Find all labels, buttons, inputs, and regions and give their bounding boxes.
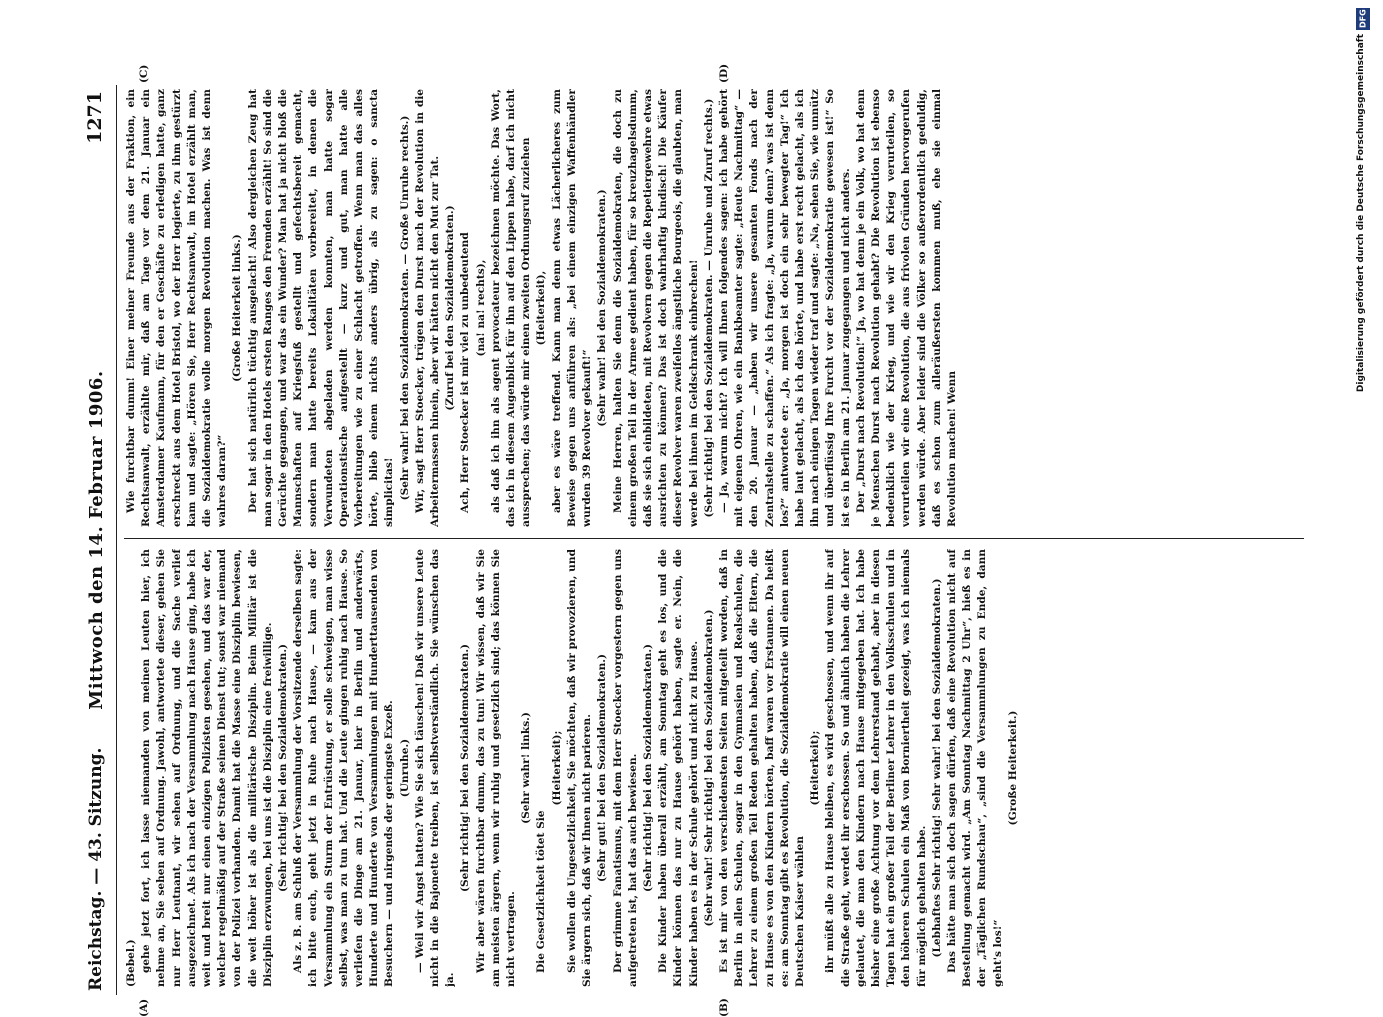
paragraph: (Sehr gut! bei den Sozialdemokraten.) (596, 654, 609, 883)
paragraph: (Unruhe.) (398, 738, 411, 798)
paragraph: Es ist mir von den verschiedensten Seiten mitgeteilt worden, daß in Berlin in allen Schulen, sogar in den Gymnasien und Realschulen, die Lehrer zu einem großen Teil Reden gehalten haben, daß die Eltern, die zu Hause es von den Kindern hörten, baff waren vor Erstaunen. Da heißt es: am Sonntag gibt es Revolution, die Sozialdemokratie will einen neuen Deutschen Kaiser wählen (717, 549, 806, 987)
paragraph: Die Kinder haben überall erzählt, am Sonntag geht es los, und die Kinder können das nur zu Hause gehört haben, sagte er. Nein, die Kinder haben es in der Schule gehört und nicht zu Hause. (657, 549, 700, 987)
paragraph: Das hätte man sich doch sagen dürfen, daß eine Revolution nicht auf Bestellung gemacht wird. „Am Sonntag Nachmittag 2 Uhr“, hieß es in der „Täglichen Rundschau“, „sind die Versammlungen zu Ende, dann geht's los!“ (945, 549, 1004, 987)
rotated-newspaper-page (78, 63, 1308, 1017)
paragraph: Wir aber wären furchtbar dumm, das zu tun! Wir wissen, daß wir Sie am meisten ärgern, wenn wir ruhig und gesetzlich sind; das können Sie nicht vertragen. (474, 549, 518, 987)
paragraph: Der grimme Fanatismus, mit dem Herr Stoecker vorgestern gegen uns aufgetreten ist, hat das auch bewiesen. (611, 549, 639, 987)
paragraph: Ach, Herr Stoecker ist mir viel zu unbedeutend (459, 232, 472, 513)
paragraph: (Sehr richtig! bei den Sozialdemokraten.) (641, 643, 654, 893)
paragraph: ihr müßt alle zu Hause bleiben, es wird geschossen, und wenn ihr auf die Straße geht, werdet ihr erschossen. So und ähnlich haben die Lehrer gelautet, die man den Kindern nach Hause mitgegeben hat. Ich habe bisher eine große Achtung vor dem Lehrerstand gehabt, aber in diesen Tagen hat ein großer Teil der Berliner Lehrer in den Volksschulen und in den höheren Schulen ein Maß von Borniertheit gezeigt, was ich niemals für möglich gehalten habe. (824, 549, 928, 987)
text-column-left (124, 549, 1304, 987)
paragraph: aber es wäre treffend. Kann man denn etwas Lächerlicheres zum Beweise gegen uns anführen als: „bei einem einzigen Waffenhändler wurden 39 Revolver gekauft!“ (550, 89, 594, 527)
paragraph: Die Gesetzlichkeit tötet Sie (535, 810, 548, 973)
column-divider (124, 538, 1304, 539)
paragraph: (Sehr richtig! bei den Sozialdemokraten.) (459, 643, 472, 893)
page-header (78, 85, 112, 995)
paragraph: (Zuruf bei den Sozialdemokraten.) (444, 205, 457, 411)
column-right-body (124, 89, 960, 527)
paragraph: als daß ich ihn als agent provocateur bezeichnen möchte. Das Wort, das ich in diesem Augenblick für ihn auf den Lippen habe, darf ich nicht aussprechen; das würde mir einen zweiten Ordnungsruf zuziehen (489, 89, 533, 527)
paragraph: (na! na! rechts), (474, 259, 487, 357)
paragraph: gehe jetzt fort, ich lasse niemanden von meinen Leuten hier, ich nehme an, Sie sehen auf Ordnung. Jawohl, antwortete dieser, gehen Sie nur Herr Leutnant, wir sehen auf Ordnung, und die Sache verlief ausgezeichnet. Als ich nach der Versammlung nach Hause ging, habe ich weit und breit nur einen einzigen Polizisten gesehen, und das war der, welcher regelmäßig auf der Straße seinen Dienst tut; sonst war niemand von der Polizei vorhanden. Damit hat die Masse eine Disziplin bewiesen, die weit höher ist als die militärische Disziplin. Beim Militär ist die Disziplin erzwungen, bei uns ist die Disziplin eine freiwillige. (140, 549, 274, 987)
paragraph: Wir, sagt Herr Stoecker, trügen den Durst nach der Revolution in die Arbeitermassen hinein, aber wir hätten nicht den Mut zur Tat. (413, 89, 442, 527)
paragraph: (Große Heiterkeit links.) (231, 234, 244, 382)
paragraph: Meine Herren, halten Sie denn die Sozialdemokraten, die doch zu einem großen Teil in der Armee gedient haben, für so kreuzhagelsdumm, daß sie sich einbildeten, mit Revolvern gegen die Repetiergewehre etwas ausrichten zu können? Das ist doch wahrhaftig kindisch! Die Käufer dieser Revolver waren zweifellos ängstliche Bourgeois, die glaubten, man werde bei ihnen im Geldschrank einbrechen! (611, 89, 700, 527)
paragraph: (Sehr wahr! bei den Sozialdemokraten. — Große Unruhe rechts.) (398, 115, 411, 501)
paragraph: Sie wollen die Ungesetzlichkeit, Sie möchten, daß wir provozieren, und Sie ärgern sich, daß wir Ihnen nicht parieren. (565, 549, 594, 987)
paragraph: — Weil wir Angst hatten? Wie Sie sich täuschen! Daß wir unsere Leute nicht in die Bajonette treiben, ist selbstverständlich. Sie wünschen das ja. (413, 549, 457, 987)
paragraph: Als z. B. am Schluß der Versammlung der Vorsitzende derselben sagte: ich bitte euch, geht jetzt in Ruhe nach Hause, — kam aus der Versammlung ein Sturm der Entrüstung, er solle schweigen, man wisse selbst, was man zu tun hat. Und die Leute gingen ruhig nach Hause. So verliefen die Dinge am 21. Januar, hier in Berlin und anderwärts, Hunderte und Hunderte von Versammlungen mit Hunderttausenden von Besuchern — und nirgends der geringste Exzeß. (292, 549, 396, 987)
paragraph: (Heiterkeit); (809, 730, 822, 806)
margin-mark-c: (C) (138, 64, 150, 83)
paragraph: Der hat sich natürlich tüchtig ausgelacht! Also dergleichen Zeug hat man sogar in den Hotels ersten Ranges den Fremden erzählt! So sind die Gerüchte gegangen, und war das ein Wunder? Man hat ja nicht bloß die Mannschaften auf Kriegsfuß gestellt und gefechtsbereit gemacht, sondern man hatte bereits Lokalitäten vorbereitet, in denen die Verwundeten abgeladen werden konnten, man hatte sogar Operationstische aufgestellt — kurz und gut, man hatte alle Vorbereitungen wie zu einer Schlacht getroffen. Wenn man das alles hörte, blieb einem nichts anders übrig, als zu sagen: o sancta simplicitas! (246, 89, 396, 527)
dfg-logo: DFG (1356, 8, 1370, 30)
paragraph: (Sehr richtig! bei den Sozialdemokraten. — Unruhe und Zuruf rechts.) (702, 98, 715, 518)
paragraph: (Sehr wahr! Sehr richtig! bei den Sozialdemokraten.) (702, 609, 715, 927)
column-left-body (139, 549, 1021, 987)
paragraph: (Sehr wahr! bei den Sozialdemokraten.) (596, 189, 609, 427)
header-date: Mittwoch den 14. Februar 1906. (86, 370, 107, 710)
paragraph: (Sehr richtig! bei den Sozialdemokraten.) (277, 643, 290, 893)
margin-mark-b: (B) (718, 998, 730, 1017)
margin-mark-a: (A) (138, 998, 150, 1017)
paragraph: (Sehr wahr! links.) (520, 712, 533, 824)
text-column-right (124, 89, 1304, 527)
header-left: Reichstag. — 43. Sitzung. (86, 747, 106, 991)
margin-mark-d: (D) (718, 63, 730, 83)
page-number: 1271 (84, 91, 106, 144)
paragraph: Der „Durst nach Revolution!“ Ja, wo hat denn je ein Volk, wo hat denn je Menschen Durst nach Revolution gehabt? Die Revolution ist ebenso bedenklich wie der Krieg, und wie wir den Krieg verurteilen, so verurteilen wir eine Revolution, die aus frivolen Gründen hervorgerufen werden würde. Aber leider sind die Völker so außerordentlich geduldig, daß es schon zum alleräußersten kommen muß, ehe sie einmal Revolution machen! Wenn (854, 89, 958, 527)
paragraph: (Heiterkeit), (535, 270, 548, 346)
paragraph: (Große Heiterkeit.) (1006, 710, 1019, 826)
paragraph: — Ja, warum nicht? Ich will Ihnen folgendes sagen: ich habe gehört mit eigenen Ohren, wie ein Bankbeamter sagte: „Heute Nachmittag“ — den 20. Januar — „haben wir unsere gesamten Fonds nach der Zentralstelle zu schaffen.“ Als ich fragte: „Ja, warum denn? was ist denn los?“ antwortete er: „Ja, morgen ist doch ein sehr bewegter Tag!“ Ich habe laut gelacht, als ich das hörte, und habe erst recht gelacht, als ich ihn nach einigen Tagen wieder traf und sagte: „Na, sehen Sie, wie unnütz und überflüssig Ihre Furcht vor der Sozialdemokratie gewesen ist!“ So ist es in Berlin am 21. Januar zugegangen und nicht anders. (717, 89, 852, 527)
header-rule (116, 85, 117, 995)
dfg-credit (1352, 6, 1382, 994)
paragraph: Wie furchtbar dumm! Einer meiner Freunde aus der Fraktion, ein Rechtsanwalt, erzählte mir, daß am Tage vor dem 21. Januar ein Amsterdamer Kaufmann, für den er Geschäfte zu erledigen hatte, ganz erschreckt aus dem Hotel Bristol, wo der Herr logierte, zu ihm gestürzt kam und sagte: „Hören Sie, Herr Rechtsanwalt, im Hotel erzählt man, die Sozialdemokratie wolle morgen Revolution machen. Was ist denn wahres daran?“ (125, 89, 229, 527)
paragraph: (Heiterkeit); (550, 730, 563, 806)
speaker-label: (Bebel.) (125, 939, 137, 987)
dfg-credit-text: Digitalisierung gefördert durch die Deutsche Forschungsgemeinschaft (1356, 34, 1366, 393)
paragraph: (Lebhaftes Sehr richtig! Sehr wahr! bei den Sozialdemokraten.) (930, 578, 943, 958)
